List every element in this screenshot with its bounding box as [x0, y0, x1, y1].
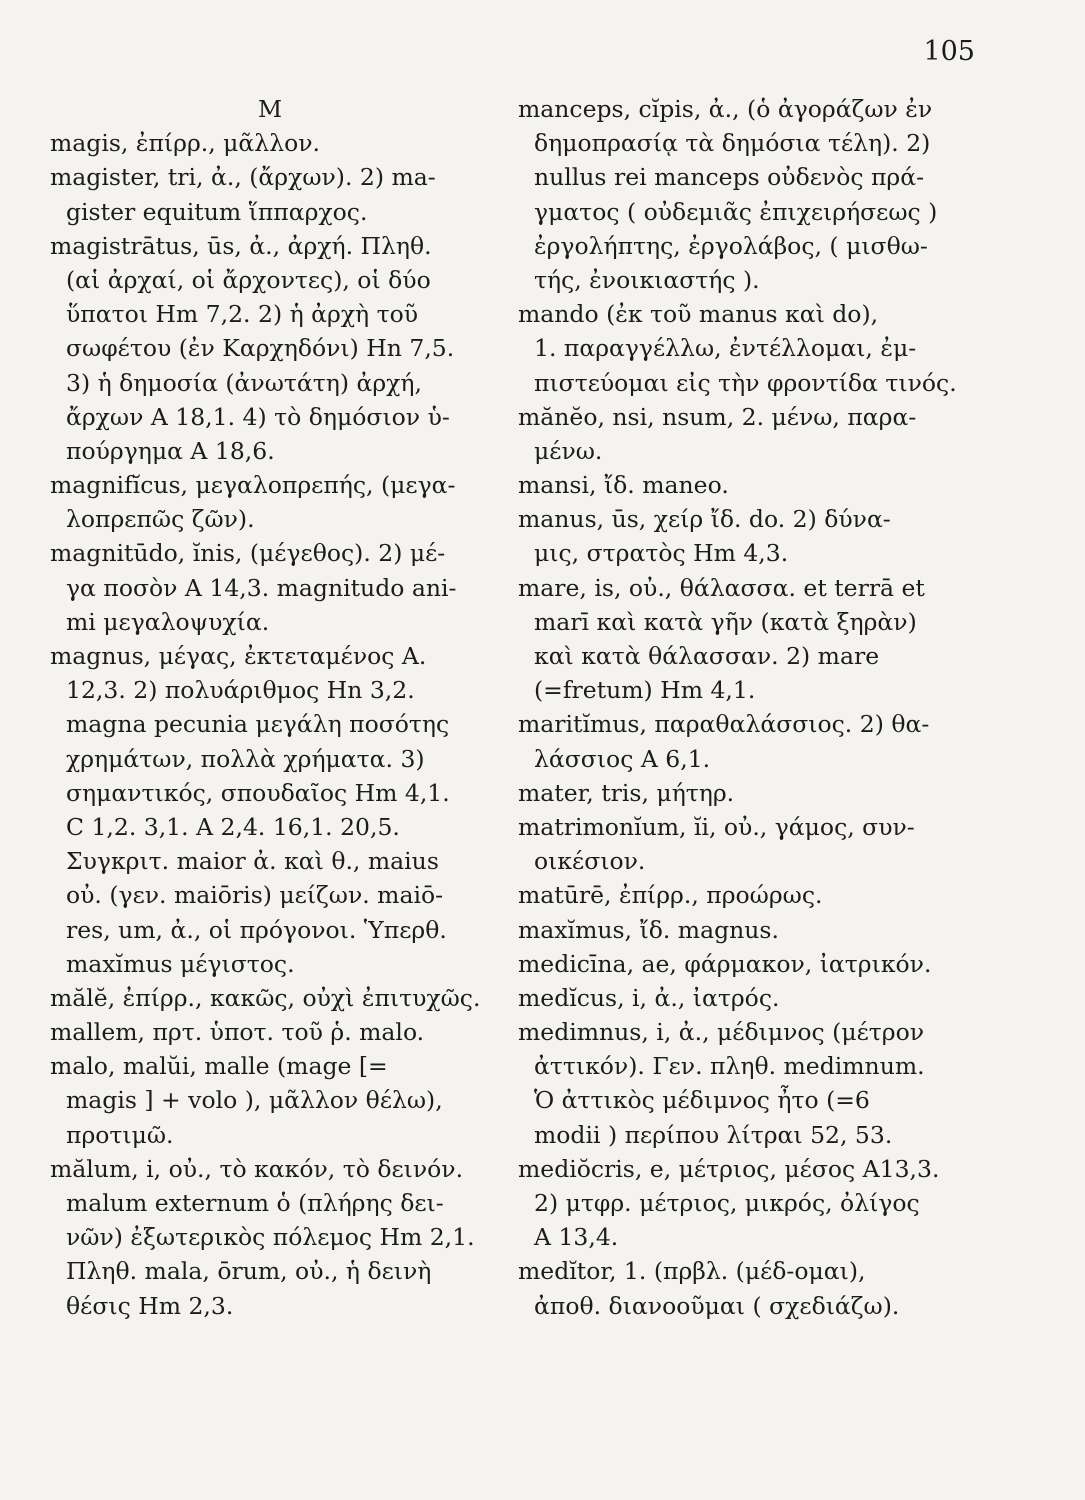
dictionary-line: magister, tri, ἀ., (ἄρχων). 2) ma-	[50, 163, 436, 192]
dictionary-line: θέσις Hm 2,3.	[66, 1291, 234, 1320]
dictionary-line: medicīna, ae, φάρμακον, ἰατρικόν.	[518, 949, 932, 978]
dictionary-line: γα ποσὸν A 14,3. magnitudo ani-	[66, 573, 457, 602]
dictionary-line: μένω.	[534, 436, 603, 465]
dictionary-line: maritĭmus, παραθαλάσσιος. 2) θα-	[518, 710, 930, 739]
dictionary-line: mare, is, οὐ., θάλασσα. et terrā et	[518, 573, 925, 602]
dictionary-line: matrimonĭum, ĭi, οὐ., γάμος, συν-	[518, 812, 915, 841]
dictionary-line: οικέσιον.	[534, 847, 646, 876]
dictionary-line: gister equitum ἵππαρχος.	[66, 197, 368, 226]
dictionary-line: σωφέτου (ἐν Καρχηδόνι) Hn 7,5.	[66, 334, 455, 363]
dictionary-line: πούργημα A 18,6.	[66, 436, 275, 465]
dictionary-line: 3) ἡ δημοσία (ἀνωτάτη) ἀρχή,	[66, 368, 422, 397]
dictionary-line: res, um, ἀ., οἱ πρόγονοι. Ὑπερθ.	[66, 915, 447, 944]
dictionary-line: marī καὶ κατὰ γῆν (κατὰ ξηρὰν)	[534, 607, 917, 636]
dictionary-line: χρημάτων, πολλὰ χρήματα. 3)	[66, 744, 425, 773]
dictionary-line: mando (ἐκ τοῦ manus καὶ do),	[518, 300, 879, 329]
dictionary-line: A 13,4.	[534, 1223, 619, 1252]
dictionary-line: ἐργολήπτης, ἐργολάβος, ( μισθω-	[534, 231, 928, 260]
dictionary-line: Ὁ ἀττικὸς μέδιμνος ἦτο (=6	[534, 1086, 870, 1115]
dictionary-line: mallem, πρτ. ὑποτ. τοῦ ῥ. malo.	[50, 1018, 425, 1047]
dictionary-line: τής, ἐνοικιαστής ).	[534, 265, 760, 294]
dictionary-line: modii ) περίπου λίτραι 52, 53.	[534, 1120, 893, 1149]
dictionary-line: mălĕ, ἐπίρρ., κακῶς, οὐχὶ ἐπιτυχῶς.	[50, 983, 481, 1012]
dictionary-line: mediŏcris, e, μέτριος, μέσος A13,3.	[518, 1154, 940, 1183]
dictionary-line: maxĭmus μέγιστος.	[66, 949, 295, 978]
dictionary-line: matūrē, ἐπίρρ., προώρως.	[518, 881, 823, 910]
dictionary-line: medimnus, i, ἀ., μέδιμνος (μέτρον	[518, 1018, 925, 1047]
dictionary-line: λάσσιος A 6,1.	[534, 744, 711, 773]
dictionary-line: medĭtor, 1. (πρβλ. (μέδ-ομαι),	[518, 1257, 866, 1286]
dictionary-line: νῶν) ἐξωτερικὸς πόλεμος Hm 2,1.	[66, 1223, 475, 1252]
dictionary-line: (=fretum) Hm 4,1.	[534, 676, 756, 705]
dictionary-line: nullus rei manceps οὐδενὸς πρά-	[534, 163, 925, 192]
dictionary-line: magna pecunia μεγάλη ποσότης	[66, 710, 450, 739]
dictionary-line: ἀττικόν). Γεν. πληθ. medimnum.	[534, 1052, 925, 1081]
dictionary-line: ἀποθ. διανοοῦμαι ( σχεδιάζω).	[534, 1291, 900, 1320]
page-number: 105	[923, 36, 975, 67]
dictionary-line: γματος ( οὐδεμιᾶς ἐπιχειρήσεως )	[534, 197, 938, 226]
dictionary-line: ἄρχων A 18,1. 4) τὸ δημόσιον ὑ-	[66, 402, 450, 431]
dictionary-line: magnitūdo, ĭnis, (μέγεθος). 2) μέ-	[50, 539, 446, 568]
dictionary-line: σημαντικός, σπουδαῖος Hm 4,1.	[66, 778, 450, 807]
dictionary-line: πιστεύομαι εἰς τὴν φροντίδα τινός.	[534, 368, 957, 397]
dictionary-line: (αἱ ἀρχαί, οἱ ἄρχοντες), οἱ δύο	[66, 265, 431, 294]
dictionary-line: manus, ūs, χείρ ἴδ. do. 2) δύνα-	[518, 505, 891, 534]
dictionary-line: δημοπρασίᾳ τὰ δημόσια τέλη). 2)	[534, 129, 931, 158]
dictionary-line: 2) μτφρ. μέτριος, μικρός, ὀλίγος	[534, 1189, 920, 1217]
dictionary-line: οὐ. (γεν. maiōris) μείζων. maiō-	[66, 881, 444, 910]
dictionary-line: magistrātus, ūs, ἀ., ἀρχή. Πληθ.	[50, 231, 432, 260]
dictionary-line: λοπρεπῶς ζῶν).	[66, 505, 255, 534]
dictionary-line: καὶ κατὰ θάλασσαν. 2) mare	[534, 642, 880, 670]
dictionary-line: προτιμῶ.	[66, 1120, 174, 1149]
dictionary-line: mi μεγαλοψυχία.	[66, 607, 270, 636]
dictionary-line: magnifĭcus, μεγαλοπρεπής, (μεγα-	[50, 471, 456, 500]
dictionary-line: 1. παραγγέλλω, ἐντέλλομαι, ἐμ-	[534, 334, 917, 363]
dictionary-line: magnus, μέγας, ἐκτεταμένος A.	[50, 642, 427, 670]
dictionary-line: Συγκριτ. maior ἀ. καὶ θ., maius	[66, 847, 439, 876]
dictionary-line: mater, tris, μήτηρ.	[518, 778, 735, 807]
dictionary-line: magis, ἐπίρρ., μᾶλλον.	[50, 129, 320, 158]
dictionary-line: malo, malŭi, malle (mage [=	[50, 1052, 388, 1081]
dictionary-line: mansi, ἴδ. maneo.	[518, 471, 729, 500]
dictionary-line: Πληθ. mala, ōrum, οὐ., ἡ δεινὴ	[66, 1257, 432, 1286]
dictionary-line: mălum, i, οὐ., τὸ κακόν, τὸ δεινόν.	[50, 1154, 464, 1183]
dictionary-line: maxĭmus, ἴδ. magnus.	[518, 915, 779, 944]
dictionary-line: malum externum ὁ (πλήρης δει-	[66, 1189, 444, 1217]
right-column	[518, 92, 978, 1323]
dictionary-line: manceps, cĭpis, ἀ., (ὁ ἀγοράζων ἐν	[518, 95, 933, 123]
dictionary-line: μις, στρατὸς Hm 4,3.	[534, 539, 789, 568]
dictionary-line: ὕπατοι Hm 7,2. 2) ἡ ἀρχὴ τοῦ	[66, 300, 419, 329]
dictionary-line: C 1,2. 3,1. A 2,4. 16,1. 20,5.	[66, 812, 400, 841]
section-letter: M	[257, 95, 283, 123]
left-column	[50, 92, 490, 1323]
dictionary-line: 12,3. 2) πολυάριθμος Hn 3,2.	[66, 676, 415, 705]
dictionary-line: mănĕo, nsi, nsum, 2. μένω, παρα-	[518, 402, 917, 431]
dictionary-line: medĭcus, i, ἀ., ἰατρός.	[518, 983, 780, 1012]
dictionary-line: magis ] + volo ), μᾶλλον θέλω),	[66, 1086, 443, 1115]
